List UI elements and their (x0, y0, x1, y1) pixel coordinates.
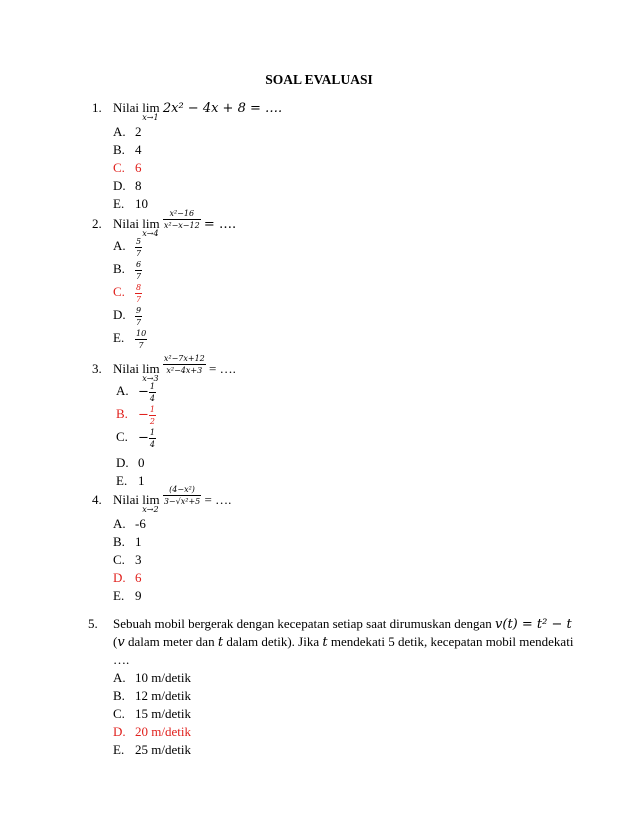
option[interactable] (116, 455, 145, 471)
option-letter: A. (113, 516, 126, 531)
option-value: 8 (135, 178, 142, 193)
lim-label: lim (142, 361, 160, 376)
option-fraction (135, 236, 142, 259)
option-value: 2 (135, 124, 142, 139)
question-prefix: Nilai (113, 361, 139, 376)
fraction-numerator: 8 (136, 283, 142, 292)
text-segment: mendekati 5 detik, kecepatan mobil mendekati (327, 634, 574, 649)
option[interactable] (113, 688, 191, 704)
option[interactable] (116, 473, 145, 489)
option-letter: E. (113, 742, 125, 757)
option-letter: A. (113, 124, 126, 139)
option[interactable] (113, 196, 148, 212)
option[interactable] (116, 427, 156, 450)
var-t: t (217, 635, 224, 650)
limit-operator (142, 492, 160, 514)
option-correct[interactable] (116, 404, 156, 427)
option[interactable] (113, 328, 147, 351)
option[interactable] (113, 305, 142, 328)
option-value: 1 (135, 534, 142, 549)
option-value: 15 m/detik (135, 706, 191, 721)
question-number: 5. (88, 616, 98, 631)
question-suffix: = …. (209, 361, 236, 376)
fraction-numerator: (4−x²) (169, 484, 195, 494)
text-segment: dalam meter dan (124, 634, 218, 649)
option-correct[interactable] (113, 282, 142, 305)
question-text-line-1 (113, 616, 572, 632)
option-letter: E. (116, 473, 128, 488)
question-number: 3. (92, 361, 102, 376)
limit-operator (142, 216, 160, 238)
limit-subscript: x→4 (142, 229, 159, 238)
paren-open: ( (113, 634, 118, 649)
fraction-denominator: 2 (149, 417, 155, 426)
fraction-numerator: x²−16 (169, 208, 195, 218)
option-letter: C. (113, 284, 125, 300)
fraction-denominator: 7 (136, 249, 142, 258)
question-text (113, 208, 237, 238)
option-value: 4 (135, 142, 142, 157)
option-letter: E. (113, 588, 125, 603)
option-value: 10 (135, 196, 148, 211)
option-letter: A. (113, 670, 126, 685)
question-5-line-3 (113, 652, 129, 668)
option-sign: − (138, 384, 149, 400)
var-v: v (117, 635, 125, 650)
question-number: 4. (92, 492, 102, 507)
option-letter: C. (113, 552, 125, 567)
option-letter: D. (113, 178, 126, 193)
question-text (113, 353, 236, 383)
fraction-numerator: 5 (136, 237, 142, 246)
option-value: 1 (138, 473, 145, 488)
limit-fraction (163, 208, 201, 231)
option-fraction (135, 282, 142, 305)
option-correct[interactable] (113, 724, 191, 740)
limit-operator (142, 361, 160, 383)
ellipsis: …. (113, 652, 130, 667)
option[interactable] (113, 142, 142, 158)
fraction-denominator: 3−√x²+5 (163, 496, 201, 506)
option[interactable] (113, 742, 191, 758)
option-letter: E. (113, 330, 125, 346)
option-value: 10 m/detik (135, 670, 191, 685)
fraction-denominator: 4 (149, 394, 155, 403)
option-value: 25 m/detik (135, 742, 191, 757)
option-fraction (135, 305, 142, 328)
option[interactable] (113, 706, 191, 722)
question-number: 1. (92, 100, 102, 115)
limit-subscript: x→2 (142, 505, 159, 514)
fraction-numerator: x²−7x+12 (163, 353, 205, 363)
option-letter: E. (113, 196, 125, 211)
option-correct[interactable] (113, 160, 142, 176)
question-prefix: Nilai (113, 492, 139, 507)
option[interactable] (113, 534, 142, 550)
option[interactable] (113, 236, 142, 259)
option[interactable] (113, 588, 142, 604)
option-fraction (135, 328, 147, 351)
question-text (113, 484, 232, 514)
option[interactable] (113, 259, 142, 282)
var-t: t (322, 635, 328, 650)
option-fraction (135, 259, 142, 282)
option[interactable] (116, 381, 156, 404)
option-letter: B. (113, 534, 125, 549)
fraction-numerator: 9 (136, 306, 142, 315)
question-prefix: Nilai (113, 100, 139, 115)
option-value: 0 (138, 455, 145, 470)
text-segment: dalam detik). Jika (223, 634, 323, 649)
fraction-numerator: 6 (136, 260, 142, 269)
question-text: Sebuah mobil bergerak dengan kecepatan setiap saat dirumuskan dengan (113, 616, 492, 631)
limit-expression: 2x² − 4x + 8 = …. (162, 101, 283, 116)
option-value: 12 m/detik (135, 688, 191, 703)
limit-operator (142, 100, 160, 122)
option[interactable] (113, 178, 142, 194)
lim-label: lim (142, 492, 160, 507)
option-letter: D. (113, 724, 126, 739)
limit-subscript: x→1 (142, 113, 159, 122)
question-suffix: = …. (203, 217, 237, 232)
option-correct[interactable] (113, 570, 142, 586)
option-letter: B. (113, 688, 125, 703)
limit-fraction (163, 484, 201, 507)
option-letter: D. (116, 455, 129, 470)
fraction-numerator: 1 (149, 382, 155, 391)
velocity-formula: v(t) = t² − t (495, 617, 572, 632)
page-title: SOAL EVALUASI (265, 72, 373, 87)
option-value: 9 (135, 588, 142, 603)
fraction-denominator: 7 (135, 339, 147, 351)
lim-label: lim (142, 100, 160, 115)
question-text (113, 100, 283, 122)
question-suffix: = …. (204, 492, 232, 507)
option-letter: C. (113, 160, 125, 175)
fraction-denominator: 7 (136, 318, 142, 327)
option-value: 3 (135, 552, 142, 567)
option-value: 20 m/detik (135, 724, 191, 739)
fraction-denominator: 7 (136, 272, 142, 281)
lim-label: lim (142, 216, 160, 231)
option[interactable] (113, 670, 191, 686)
option-value: 6 (135, 160, 142, 175)
question-prefix: Nilai (113, 216, 139, 231)
option-sign: − (138, 407, 149, 423)
fraction-numerator: 10 (136, 329, 147, 338)
option-letter: C. (116, 429, 128, 445)
option-letter: A. (113, 238, 126, 254)
question-5-line-2 (113, 634, 573, 650)
option-fraction (149, 404, 156, 427)
fraction-denominator: 4 (149, 440, 155, 449)
fraction-numerator: 1 (149, 428, 155, 437)
option-sign: − (138, 430, 149, 446)
fraction-numerator: 1 (149, 405, 155, 414)
option-letter: A. (116, 383, 129, 399)
option[interactable] (113, 552, 142, 568)
option-value: 6 (135, 570, 142, 585)
option[interactable] (113, 516, 146, 532)
option[interactable] (113, 124, 142, 140)
option-letter: C. (113, 706, 125, 721)
limit-fraction (163, 353, 206, 376)
option-fraction (149, 427, 156, 450)
question-number: 2. (92, 216, 102, 231)
fraction-denominator: 7 (136, 295, 142, 304)
option-letter: D. (113, 307, 126, 323)
option-letter: B. (116, 406, 128, 422)
limit-subscript: x→3 (142, 374, 159, 383)
option-letter: B. (113, 261, 125, 277)
option-fraction (149, 381, 156, 404)
fraction-denominator: x²−x−12 (163, 220, 200, 230)
option-letter: D. (113, 570, 126, 585)
option-letter: B. (113, 142, 125, 157)
option-value: -6 (135, 516, 146, 531)
fraction-denominator: x²−4x+3 (163, 364, 206, 376)
